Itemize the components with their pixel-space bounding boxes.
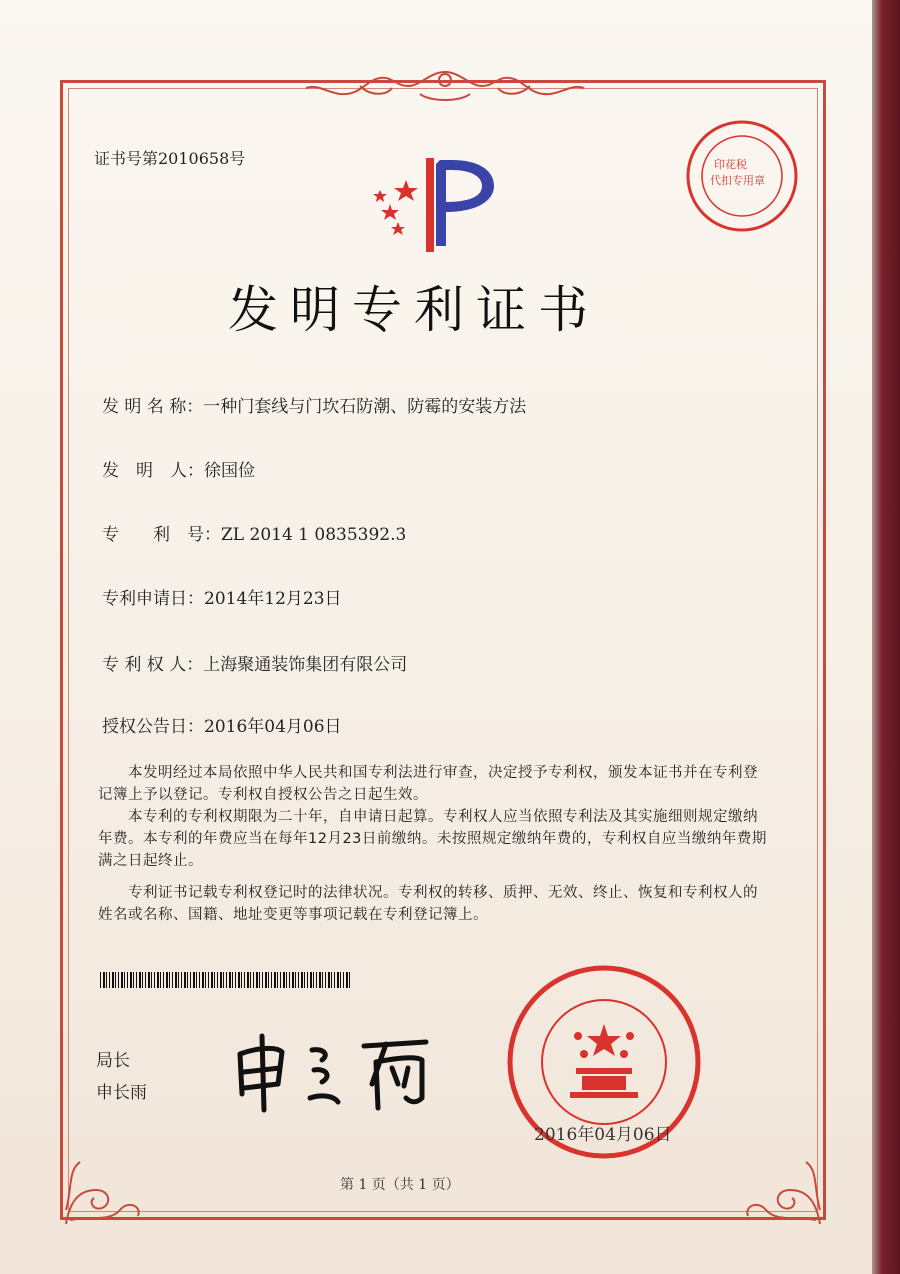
page-count: 第 1 页（共 1 页） xyxy=(340,1177,460,1193)
seal-date: 2016年04月06日 xyxy=(534,1125,672,1145)
field-label: 专 利 权 人： xyxy=(102,655,204,675)
certificate-title: 发明专利证书 xyxy=(228,281,600,339)
corner-ornament-left xyxy=(60,1150,150,1230)
field-label: 专利申请日： xyxy=(102,589,204,609)
handwritten-signature xyxy=(226,1024,456,1114)
director-title: 局长 xyxy=(96,1051,130,1071)
field-application-date xyxy=(102,584,342,609)
paragraph-legal-status: 专利证书记载专利权登记时的法律状况。专利权的转移、质押、无效、终止、恢复和专利权人的姓名或名称、国籍、地址变更等事项记载在专利登记簿上。 xyxy=(98,885,758,923)
patent-logo-icon xyxy=(366,150,506,260)
field-value: 上海聚通装饰集团有限公司 xyxy=(203,655,408,675)
field-patentee xyxy=(102,650,407,675)
field-grant-date xyxy=(102,712,342,737)
field-value: 一种门套线与门坎石防潮、防霉的安装方法 xyxy=(203,397,527,417)
binding-edge xyxy=(870,0,900,1274)
tax-seal-line1: 印花税 xyxy=(714,158,747,171)
paragraph-grant: 本发明经过本局依照中华人民共和国专利法进行审查，决定授予专利权，颁发本证书并在专利登记簿上予以登记。专利权自授权公告之日起生效。 xyxy=(98,765,758,803)
paragraph-term: 本专利的专利权期限为二十年，自申请日起算。专利权人应当依照专利法及其实施细则规定缴纳年费。本专利的年费应当在每年12月23日前缴纳。未按照规定缴纳年费的，专利权自应当缴纳年费期满之日起终止。 xyxy=(98,809,767,869)
field-value: ZL 2014 1 0835392.3 xyxy=(221,525,407,545)
barcode xyxy=(100,972,350,988)
field-label: 发 明 名 称： xyxy=(102,397,204,417)
tax-seal-line2: 代扣专用章 xyxy=(710,174,765,187)
field-inventor xyxy=(102,456,255,481)
field-label: 授权公告日： xyxy=(102,717,204,737)
top-ornament xyxy=(300,66,590,110)
certificate-number: 证书号第2010658号 xyxy=(94,149,246,168)
field-patent-number xyxy=(102,520,406,545)
field-value: 2016年04月06日 xyxy=(204,717,342,737)
field-label: 发 明 人： xyxy=(102,461,204,481)
field-value: 徐国俭 xyxy=(204,461,255,481)
director-name: 申长雨 xyxy=(96,1083,147,1103)
field-invention-name xyxy=(102,392,526,417)
field-value: 2014年12月23日 xyxy=(204,589,342,609)
corner-ornament-right xyxy=(736,1150,826,1230)
field-label: 专 利 号： xyxy=(102,525,221,545)
